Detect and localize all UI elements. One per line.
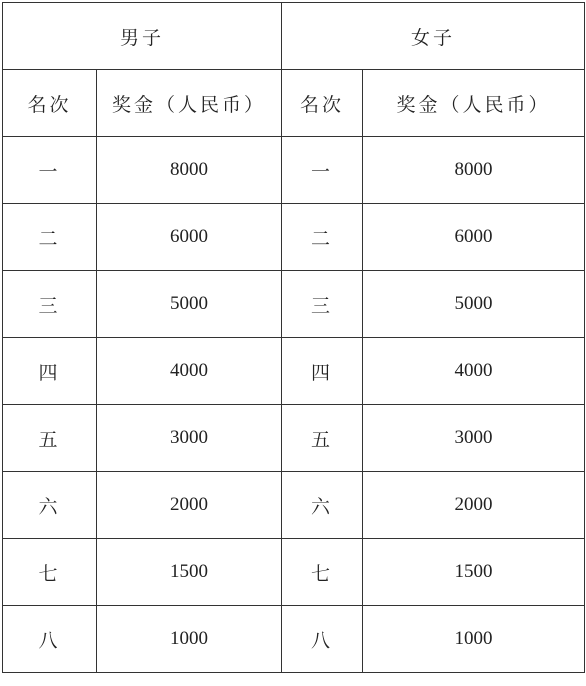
women-prize-cell: 4000 [363, 338, 585, 405]
men-rank-cell: 七 [3, 539, 97, 606]
table-row [3, 472, 585, 539]
table-row [3, 539, 585, 606]
women-rank-cell: 五 [282, 405, 363, 472]
men-prize-cell: 3000 [97, 405, 282, 472]
women-rank-cell: 八 [282, 606, 363, 673]
women-rank-cell: 二 [282, 204, 363, 271]
women-rank-cell: 四 [282, 338, 363, 405]
men-prize-cell: 8000 [97, 137, 282, 204]
men-prize-cell: 1000 [97, 606, 282, 673]
table-row [3, 204, 585, 271]
men-prize-cell: 5000 [97, 271, 282, 338]
men-prize-cell: 4000 [97, 338, 282, 405]
table-row [3, 338, 585, 405]
men-rank-cell: 六 [3, 472, 97, 539]
men-rank-cell: 一 [3, 137, 97, 204]
women-rank-cell: 七 [282, 539, 363, 606]
column-header-row [3, 70, 585, 137]
women-prize-cell: 6000 [363, 204, 585, 271]
table-row [3, 405, 585, 472]
women-rank-header: 名次 [282, 70, 363, 137]
women-prize-cell: 2000 [363, 472, 585, 539]
women-prize-cell: 3000 [363, 405, 585, 472]
men-rank-header: 名次 [3, 70, 97, 137]
women-rank-cell: 一 [282, 137, 363, 204]
men-rank-cell: 二 [3, 204, 97, 271]
men-rank-cell: 五 [3, 405, 97, 472]
group-women-header: 女子 [282, 3, 585, 70]
women-prize-cell: 1000 [363, 606, 585, 673]
men-prize-cell: 2000 [97, 472, 282, 539]
women-prize-header: 奖金（人民币） [363, 70, 585, 137]
table-row [3, 137, 585, 204]
prize-table [2, 2, 585, 673]
men-rank-cell: 四 [3, 338, 97, 405]
table-row [3, 271, 585, 338]
men-rank-cell: 三 [3, 271, 97, 338]
men-prize-cell: 1500 [97, 539, 282, 606]
group-header-row [3, 3, 585, 70]
prize-table-body [3, 3, 585, 673]
women-prize-cell: 8000 [363, 137, 585, 204]
group-men-header: 男子 [3, 3, 282, 70]
women-rank-cell: 三 [282, 271, 363, 338]
men-prize-header: 奖金（人民币） [97, 70, 282, 137]
women-rank-cell: 六 [282, 472, 363, 539]
men-rank-cell: 八 [3, 606, 97, 673]
table-row [3, 606, 585, 673]
women-prize-cell: 1500 [363, 539, 585, 606]
women-prize-cell: 5000 [363, 271, 585, 338]
men-prize-cell: 6000 [97, 204, 282, 271]
